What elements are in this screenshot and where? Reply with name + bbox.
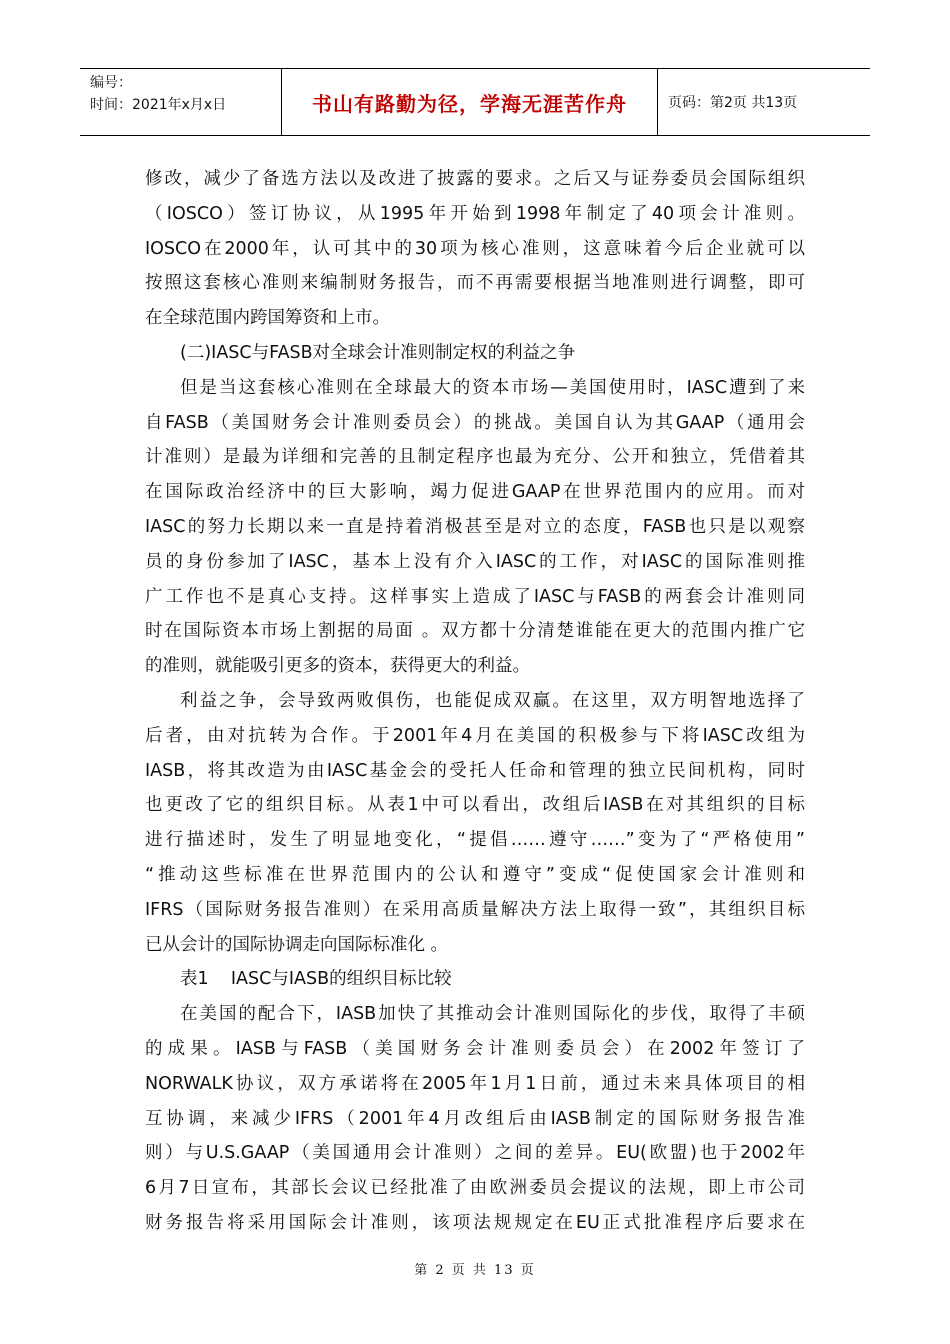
- body-line: NORWALK协议，双方承诺将在2005年1月1日前，通过未来具体项目的相: [145, 1073, 805, 1094]
- page-header: [80, 68, 870, 136]
- body-line: IASB，将其改造为由IASC基金会的受托人任命和管理的独立民间机构，同时: [145, 760, 805, 781]
- body-line: 在全球范围内跨国筹资和上市。: [145, 308, 390, 329]
- body-line: 在国际政治经济中的巨大影响，竭力促进GAAP在世界范围内的应用。而对: [145, 482, 805, 503]
- body-line: 也更改了它的组织目标。从表1中可以看出，改组后IASB在对其组织的目标: [145, 795, 805, 816]
- body-line: 利益之争，会导致两败俱伤，也能促成双赢。在这里，双方明智地选择了: [180, 690, 805, 711]
- body-line: 时在国际资本市场上割据的局面 。双方都十分清楚谁能在更大的范围内推广它: [145, 621, 805, 642]
- body-line: 员的身份参加了IASC，基本上没有介入IASC的工作，对IASC的国际准则推: [145, 551, 805, 572]
- body-line: 但是当这套核心准则在全球最大的资本市场—美国使用时，IASC遭到了来: [180, 377, 805, 398]
- body-line: 的准则，就能吸引更多的资本，获得更大的利益。: [145, 656, 530, 677]
- body-line: （IOSCO）签订协议，从1995年开始到1998年制定了40项会计准则。: [145, 203, 805, 224]
- page-footer: 第 2 页 共 13 页: [414, 1263, 536, 1278]
- body-line: 自FASB（美国财务会计准则委员会）的挑战。美国自认为其GAAP（通用会: [145, 412, 805, 433]
- section-heading: (二)IASC与FASB对全球会计准则制定权的利益之争: [180, 342, 576, 363]
- body-line: 已从会计的国际协调走向国际标准化 。: [145, 934, 449, 955]
- body-line: IOSCO在2000年，认可其中的30项为核心准则，这意味着今后企业就可以: [145, 238, 805, 259]
- body-line: 修改，减少了备选方法以及改进了披露的要求。之后又与证券委员会国际组织: [145, 169, 805, 189]
- body-line: 按照这套核心准则来编制财务报告，而不再需要根据当地准则进行调整，即可: [145, 273, 805, 294]
- body-line: IFRS（国际财务报告准则）在采用高质量解决方法上取得一致”，其组织目标: [145, 899, 805, 920]
- body-line: IASC的努力长期以来一直是持着消极甚至是对立的态度，FASB也只是以观察: [145, 516, 805, 537]
- body-line: 计准则）是最为详细和完善的且制定程序也最为充分、公开和独立，凭借着其: [145, 447, 805, 468]
- body-line: 的成果。IASB与FASB（美国财务会计准则委员会）在2002年签订了: [145, 1038, 805, 1059]
- body-line: 互协调，来减少IFRS（2001年4月改组后由IASB制定的国际财务报告准: [145, 1108, 805, 1129]
- body-line: 广工作也不是真心支持。这样事实上造成了IASC与FASB的两套会计准则同: [145, 586, 805, 607]
- body-line: 6月7日宣布，其部长会议已经批准了由欧洲委员会提议的法规，即上市公司: [145, 1178, 805, 1199]
- body-line: 财务报告将采用国际会计准则，该项法规规定在EU正式批准程序后要求在: [145, 1212, 805, 1233]
- document-number-label: 编号：: [90, 75, 132, 91]
- body-line: 进行描述时，发生了明显地变化，“提倡……遵守……”变为了“严格使用”: [145, 830, 805, 851]
- header-page-number: 页码：第2页 共13页: [668, 95, 798, 111]
- body-line: 在美国的配合下，IASB加快了其推动会计准则国际化的步伐，取得了丰硕: [180, 1004, 805, 1025]
- body-line: 后者，由对抗转为合作。于2001年4月在美国的积极参与下将IASC改组为: [145, 725, 805, 746]
- table-caption: 表1 IASC与IASB的组织目标比较: [180, 969, 452, 990]
- document-date-label: 时间：2021年x月x日: [90, 97, 227, 113]
- header-slogan: 书山有路勤为径，学海无涯苦作舟: [282, 69, 658, 135]
- body-line: 则）与U.S.GAAP（美国通用会计准则）之间的差异。EU(欧盟)也于2002年: [145, 1143, 805, 1164]
- document-body: [145, 162, 805, 1241]
- body-line: “推动这些标准在世界范围内的公认和遵守”变成“促使国家会计准则和: [145, 864, 805, 885]
- header-meta: [80, 69, 282, 135]
